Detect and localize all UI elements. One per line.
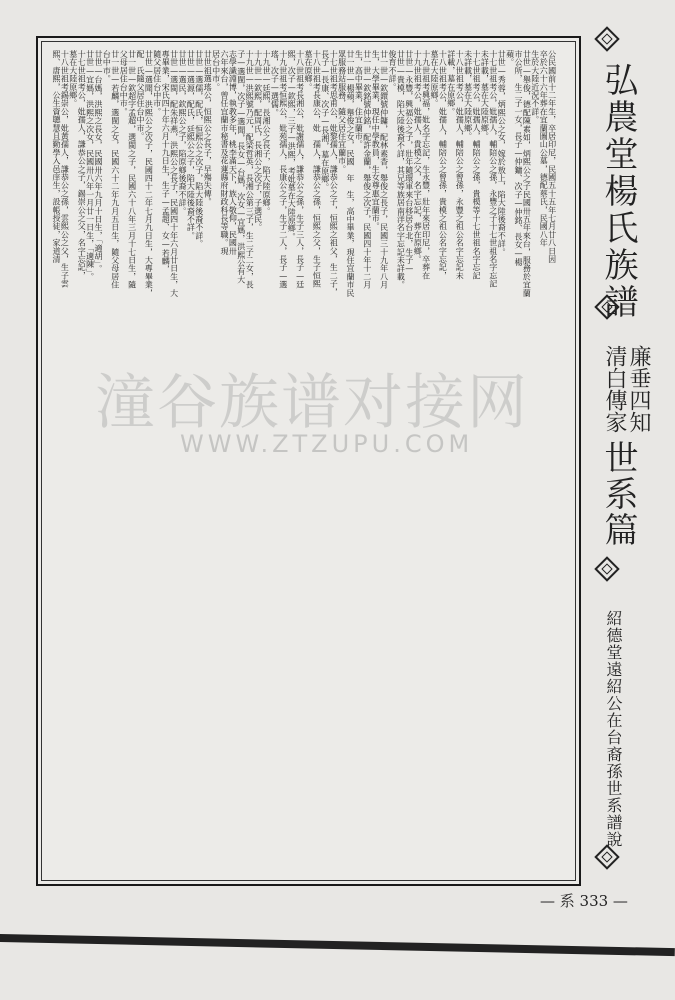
ornament-bottom-icon xyxy=(594,844,619,869)
text-column: 專畢業，宋氏四十年六月十九日生，生子—孟超、女—若麟， xyxy=(161,50,171,274)
text-column: 熙、唐熙，公生資聰慧且勤學入邑庠生，設帳授徒，家道清 xyxy=(52,50,61,264)
text-column: 十八世祖考公，妣孺人，輔陪公之曾孫，貴模之祖公名字忘記， xyxy=(438,50,448,280)
text-column: 十七世祖考思甫公，妣黎孺人，謙恭公之子，恒熙之祖父，生二子， xyxy=(329,50,339,296)
text-column: 墓在原鄉。 xyxy=(304,50,313,91)
text-column: 十八世祖考長康公，妣 孺人，謙恭公之孫，恒熙之父，生子恒熙 xyxy=(312,50,322,288)
text-column: 墓在大陸原鄉。 xyxy=(68,50,78,108)
text-column: 眾服務站服務，隨父居住宜蘭市。 xyxy=(337,50,347,173)
text-column: 生於大陸近況不詳。 xyxy=(530,50,540,124)
text-column: 十八世祖考錫崇公，妣黃孺人，謙恭公之孫，雲熙公之父，生子雲 xyxy=(60,50,70,288)
text-column: 廿世—選儒，配氏，恒熙公之次子，陷大陸後裔不詳。 xyxy=(194,50,204,248)
text-column: 子—選閩，次子—選聞，長女—台媽，次女—宜媽，洪熙公有大 xyxy=(236,50,246,284)
book-title: 弘農堂楊氏族譜 xyxy=(598,62,638,321)
text-column: 十九世—洪熙號乃元，配梁哲英，長湘公第三子，生二子二女，長 xyxy=(245,50,255,289)
motto-right: 廉垂四知 xyxy=(626,345,651,433)
text-column: 詳載，墓在原鄉。 xyxy=(446,50,456,116)
text-column: 廿一世—欽鐶號仲鏞，配林素香，舉俊之長子，民國三十九年八月 xyxy=(379,50,389,289)
text-column: 廿一世—若麟，選閩之女，民國六十二年九月五日生，隨父母居住 xyxy=(110,50,120,289)
text-column: 廿世—選源，配氏，廷熙公之子，陷大陸後裔不詳。 xyxy=(186,50,196,240)
text-column: 十八世祖考公，妣孺人，輔陪公之曾孫，永豐之祖公名字忘記未 xyxy=(455,50,465,280)
text-column: 長子—長康、次子—長湘，墓在原鄉。 xyxy=(320,50,330,192)
text-column: 俊育不詳。 xyxy=(388,50,397,91)
text-column: 卒於六十六年葬在宜蘭圖山公墓，德配蔡氏，民國八年 xyxy=(539,50,549,247)
watermark-text: 潼谷族谱对接网 xyxy=(95,368,529,438)
text-column: 隨父居住台中市。 xyxy=(152,50,162,116)
text-column: 廿世—台媽，洪熙之長女，民國卅六年九月十日生，「適胡」。 xyxy=(94,50,103,273)
text-column: 十九世—欽熙，配周氏，長湘公之次子，子選民。 xyxy=(253,50,263,232)
text-column: 廿一世—欽銘號仲銘，配許金蘭，舉俊之次子，民國四十年十二月 xyxy=(362,50,372,289)
text-column: 配 氏隨父居住台中市。 xyxy=(136,50,145,141)
ornament-lower-icon xyxy=(594,556,619,581)
text-column: 台中市。 xyxy=(102,50,112,83)
text-column: 十七世祖考公，妣孺人，輔陪公之孫，永豐之子十七世祖名字忘記 xyxy=(488,50,498,288)
text-column: 十九世—廷熙，長湘公之長子，陷大陸原鄉。 xyxy=(262,50,271,215)
text-column: 蘋。 xyxy=(505,50,515,67)
section-title: 世系篇 xyxy=(598,440,638,548)
text-column: 十九世祖考恒熙公，妣苑孺人，長康公之子，生子二人，長子—選 xyxy=(278,50,288,289)
text-column: 廿一世—楊蘋，舉俊之女，民國 年 生，高中畢業，現住宜蘭市民 xyxy=(346,50,355,297)
motto-left: 清白傳家 xyxy=(602,345,627,433)
ornament-top-icon xyxy=(594,26,619,51)
text-column: 生，高中畢業，住宜蘭市。 xyxy=(354,50,364,149)
text-column: 十八世祖考長湘公，妣謝孺人，謙恭公之孫，生子三人，長子—廷 xyxy=(295,50,305,289)
text-column: 十七世祖考公，妣孺人，謙恭公之子，錫崇公之父，名字忘記， xyxy=(77,50,87,280)
page-number: — 系 333 — xyxy=(540,892,628,910)
text-column: 廿世—選聞，洪熙公之次子，民國四十二年七月九日生，大專畢業， xyxy=(144,50,154,297)
text-column: 志學識淵博，執教多年，桃李滿天下，族人敬仰，民國卅 xyxy=(228,50,238,255)
text-column: 廿世祖選瑤公，恒熙公之長子，早殤失傳。 xyxy=(203,50,213,206)
text-column: 廿世—舉俊，德配陳素如，炳熙公之子民國卅五年來台，服務於宜蘭 xyxy=(522,50,532,297)
text-column: 廿世—貴模，陷大陸後裔不詳，其兄等族居南洋名字忘記未詳載。 xyxy=(396,50,406,289)
text-column: 十七世祖考公，妣孺人，輔陪公之孫，貴模等十七世祖名字忘記 xyxy=(472,50,481,280)
text-column: 市公所，生二子一女，長子—仲鏞、次子—仲銘、長女—楊 xyxy=(514,50,523,267)
text-column: 廿世—秀蓉，炳熙公之女，嫁於敖上，陷大陸後裔不詳。 xyxy=(497,50,507,256)
watermark-url: WWW.ZTZUPU.COM xyxy=(180,430,474,458)
text-column: 六年來台，曾任宜蘭市秘書及花蓮縣府財政科長等職。現 xyxy=(220,50,229,255)
text-column: 熙，次子—欽熙，三子—洪熙，考妣墓在大陸原鄉。 xyxy=(287,50,297,241)
text-column: 廿世—選閩，配朱祥燕，洪熙公之長子，民國四十年六月廿日生，大 xyxy=(169,50,179,297)
text-column: 瑤，次子—選儒。 xyxy=(270,50,280,117)
page-bottom-edge xyxy=(0,934,675,956)
text-column: 公民國前十二年生，卒居印尼，民國五十五年七月廿八日因 xyxy=(547,50,557,264)
side-note: 紹德堂遠紹公在台裔孫世系譜說 xyxy=(604,610,623,848)
text-column: 墓在大陸原鄉。 xyxy=(430,50,439,108)
text-column: 廿一世—欽超字孟超，選閩之子，民國六十八年三月十七日生，隨 xyxy=(127,50,137,289)
text-column: 父母居住台中市。 xyxy=(119,50,129,116)
text-column: 居台中市。 xyxy=(211,50,221,91)
text-column: 廿世—永豐，興福公之子，壯年隨環軍來台移居台北，生子— xyxy=(404,50,414,274)
text-column: 廿世—宜媽，洪熙之次女，民國卅八年一月廿一日生，「適陳」。 xyxy=(85,50,95,281)
text-column: 廿世—選民，欽熙公之子，陷原鄉後裔不詳。 xyxy=(178,50,187,215)
text-column: 未詳載，墓在大陸原鄉。 xyxy=(480,50,490,141)
text-column: 十九世祖考興福，妣名字忘記，生永豐，壯年來居印尼，卒葬在 xyxy=(421,50,431,280)
text-column: 十九世祖考公，妣孺人，貴模之父，名字忘記，葬在原鄉。 xyxy=(413,50,423,264)
text-column: 生，大學畢業，現任中學教員，生女尊惠宜蘭市。 xyxy=(371,50,381,231)
text-column: 未詳載，墓在大陸原鄉。 xyxy=(463,50,473,141)
